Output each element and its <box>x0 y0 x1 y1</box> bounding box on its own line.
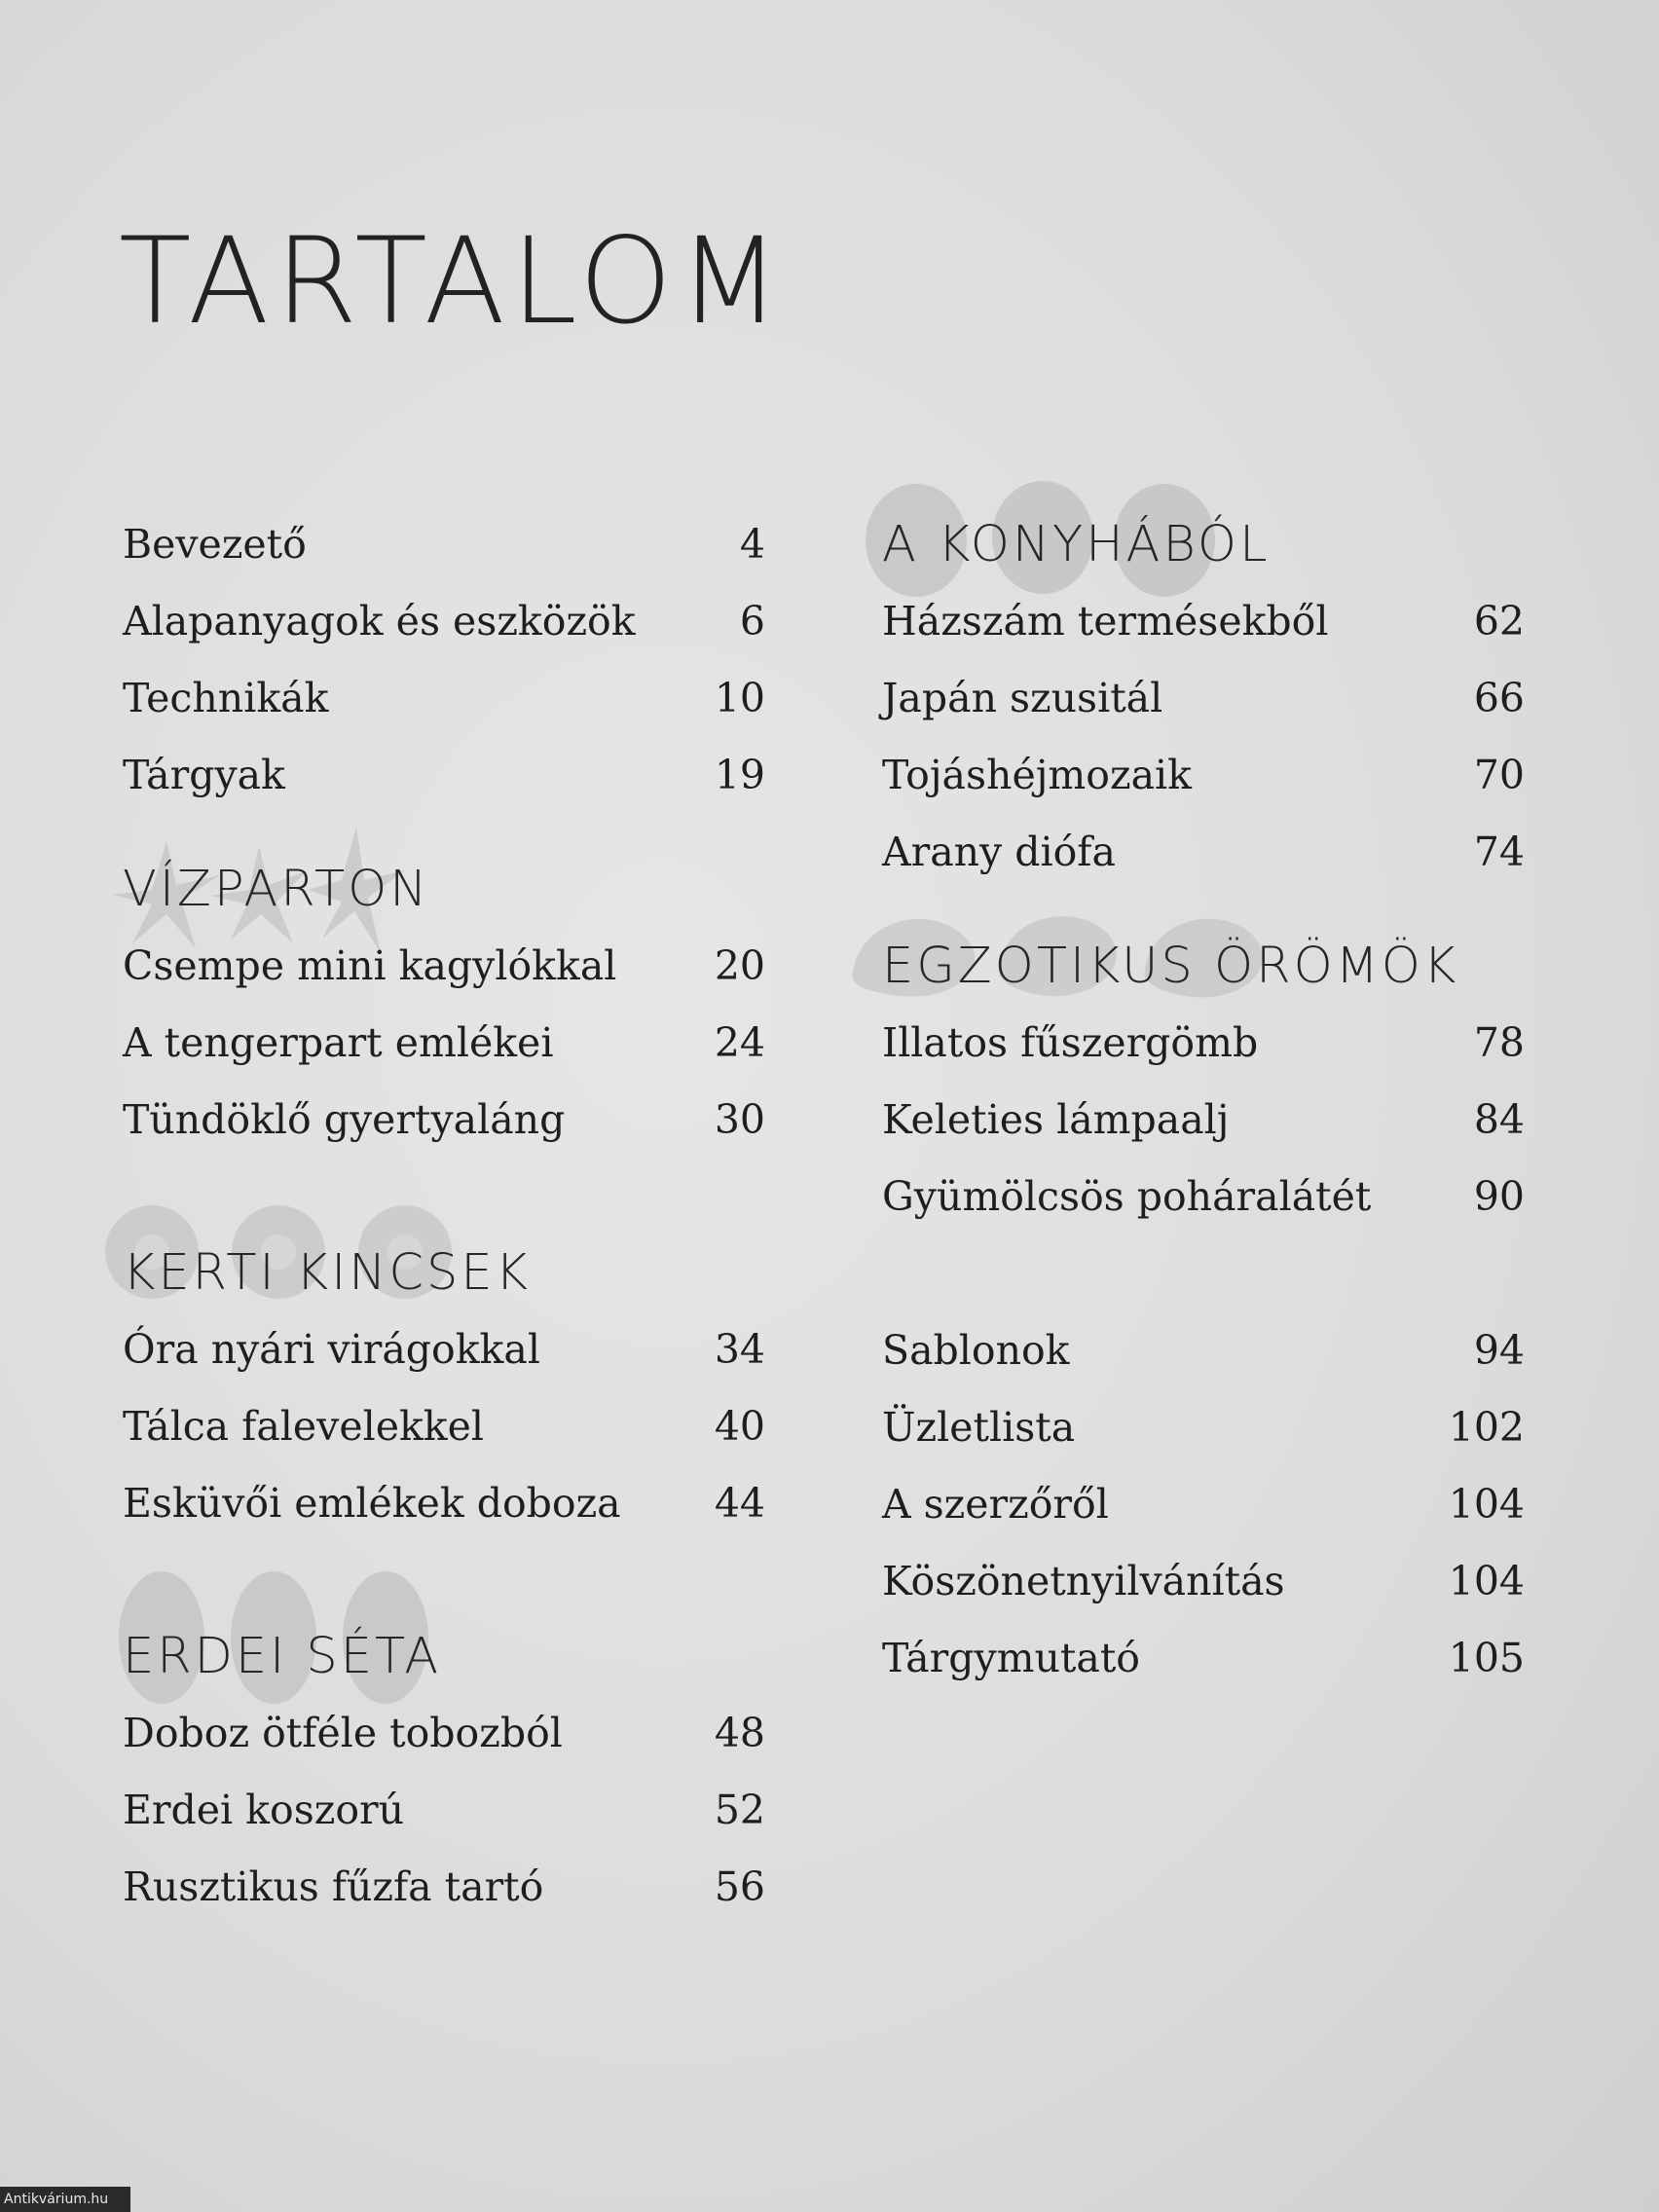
section-egzotikus-oromok <box>882 928 1525 1235</box>
entry-label: Sablonok <box>882 1327 1070 1374</box>
toc-entry <box>882 1159 1525 1235</box>
entry-label: Tárgyak <box>123 752 285 798</box>
toc-entry <box>123 1311 765 1388</box>
toc-entry <box>123 660 765 737</box>
entry-label: Tálca falevelekkel <box>123 1403 485 1450</box>
entry-label: Japán szusitál <box>882 675 1163 721</box>
entry-label: Illatos fűszergömb <box>882 1019 1259 1066</box>
entry-page: 90 <box>1473 1173 1525 1220</box>
toc-entry <box>882 660 1525 737</box>
toc-entry <box>882 1543 1525 1620</box>
entry-page: 40 <box>714 1403 765 1450</box>
entry-page: 62 <box>1473 598 1525 645</box>
toc-entry <box>882 1466 1525 1543</box>
toc-entry <box>123 506 765 583</box>
right-column <box>882 506 1525 1697</box>
toc-entry <box>123 928 765 1005</box>
entry-page: 44 <box>714 1480 765 1527</box>
entry-label: Óra nyári virágokkal <box>123 1326 540 1373</box>
toc-entry <box>882 1389 1525 1466</box>
entry-label: Csempe mini kagylókkal <box>123 942 617 989</box>
section-a-konyhabol <box>882 506 1525 891</box>
section-erdei-seta <box>123 1618 765 1926</box>
entry-label: Rusztikus fűzfa tartó <box>123 1863 544 1910</box>
entry-page: 104 <box>1448 1481 1525 1528</box>
page-title: TARTALOM <box>119 212 787 350</box>
entry-label: Keleties lámpaalj <box>882 1096 1230 1143</box>
entry-label: Esküvői emlékek doboza <box>123 1480 621 1527</box>
entry-page: 48 <box>714 1710 765 1756</box>
toc-entry <box>882 1005 1525 1082</box>
toc-entry <box>123 1695 765 1772</box>
toc-entry <box>882 1312 1525 1389</box>
entry-page: 104 <box>1448 1558 1525 1604</box>
entry-page: 56 <box>714 1863 765 1910</box>
entry-label: Köszönetnyilvánítás <box>882 1558 1285 1604</box>
entry-page: 10 <box>714 675 765 721</box>
toc-entry <box>882 737 1525 814</box>
intro-group <box>123 506 765 814</box>
entry-label: Üzletlista <box>882 1404 1076 1451</box>
entry-page: 24 <box>714 1019 765 1066</box>
entry-page: 20 <box>714 942 765 989</box>
entry-page: 94 <box>1473 1327 1525 1374</box>
entry-label: Gyümölcsös poháralátét <box>882 1173 1372 1220</box>
entry-label: A tengerpart emlékei <box>123 1019 554 1066</box>
appendix-group <box>882 1312 1525 1697</box>
watermark: Antikvárium.hu <box>0 2187 130 2212</box>
entry-label: Bevezető <box>123 521 307 568</box>
entry-page: 70 <box>1473 752 1525 798</box>
toc-entry <box>123 1849 765 1926</box>
entry-label: Tárgymutató <box>882 1635 1140 1681</box>
entry-label: Doboz ötféle tobozból <box>123 1710 563 1756</box>
entry-label: Alapanyagok és eszközök <box>123 598 636 645</box>
entry-page: 105 <box>1448 1635 1525 1681</box>
section-kerti-kincsek <box>123 1235 765 1542</box>
toc-entry <box>123 1082 765 1159</box>
toc-entry <box>123 1465 765 1542</box>
section-vizparton <box>123 851 765 1159</box>
toc-entry <box>123 1005 765 1082</box>
section-heading: VÍZPARTON <box>123 861 430 918</box>
toc-entry <box>123 1388 765 1465</box>
section-heading: KERTI KINCSEK <box>123 1244 532 1302</box>
section-heading: ERDEI SÉTA <box>123 1628 442 1685</box>
entry-page: 30 <box>714 1096 765 1143</box>
toc-entry <box>123 583 765 660</box>
entry-label: Arany diófa <box>882 829 1116 875</box>
entry-page: 78 <box>1473 1019 1525 1066</box>
entry-page: 66 <box>1473 675 1525 721</box>
left-column <box>123 506 765 1926</box>
toc-entry <box>882 1620 1525 1697</box>
toc-entry <box>123 737 765 814</box>
entry-label: Tündöklő gyertyaláng <box>123 1096 566 1143</box>
entry-label: A szerzőről <box>882 1481 1109 1528</box>
entry-page: 102 <box>1448 1404 1525 1451</box>
section-heading: EGZOTIKUS ÖRÖMÖK <box>882 938 1459 995</box>
entry-page: 34 <box>714 1326 765 1373</box>
entry-label: Erdei koszorú <box>123 1787 405 1833</box>
entry-page: 6 <box>739 598 765 645</box>
toc-entry <box>882 1082 1525 1159</box>
entry-page: 84 <box>1473 1096 1525 1143</box>
entry-page: 52 <box>714 1787 765 1833</box>
section-heading: A KONYHÁBÓL <box>882 516 1271 573</box>
toc-entry <box>123 1772 765 1849</box>
entry-label: Házszám termésekből <box>882 598 1329 645</box>
toc-entry <box>882 583 1525 660</box>
entry-page: 19 <box>714 752 765 798</box>
entry-label: Tojáshéjmozaik <box>882 752 1192 798</box>
toc-entry <box>882 814 1525 891</box>
entry-label: Technikák <box>123 675 329 721</box>
entry-page: 4 <box>739 521 765 568</box>
entry-page: 74 <box>1473 829 1525 875</box>
